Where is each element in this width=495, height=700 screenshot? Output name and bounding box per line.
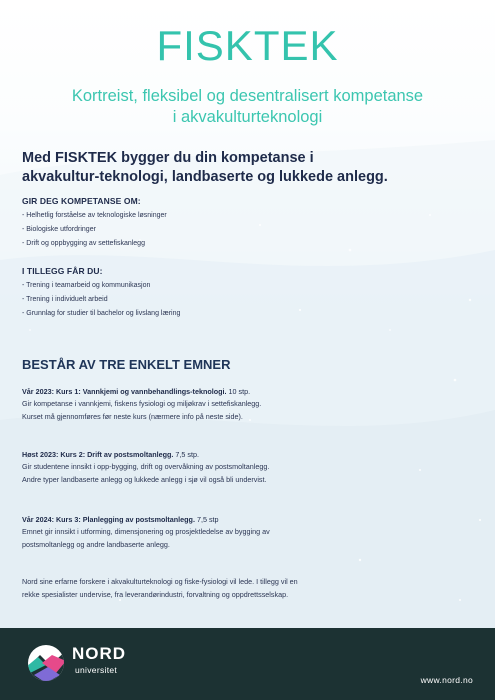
list-item: - Helhetlig forståelse av teknologiske løsninger [22,209,167,223]
extra-list [22,279,180,321]
list-item: - Trening i teamarbeid og kommunikasjon [22,279,180,293]
list-item: - Drift og oppbygging av settefiskanlegg [22,237,167,251]
outro-line-1: Nord sine erfarne forskere i akvakulturteknologi og fiske-fysiologi vil lede. I tillegg vil en [22,577,298,586]
course-title: Høst 2023: Kurs 2: Drift av postsmoltanlegg. 7,5 stp. [22,450,199,459]
nord-logo-icon [26,643,66,683]
extra-heading: I TILLEGG FÅR DU: [22,266,103,276]
subtitle-line-2: i akvakulturteknologi [172,108,323,126]
outro-line-2: rekke spesialister undervise, fra leverandørindustri, forvaltning og oppdrettsselskap. [22,589,289,599]
brand-subtitle: universitet [75,665,118,675]
brand-name: NORD [72,644,127,663]
poster-title: FISKTEK [156,22,339,69]
course-2 [22,448,477,486]
courses-heading: BESTÅR AV TRE ENKELT EMNER [22,357,231,372]
competence-list [22,209,167,251]
course-desc-2: postsmoltanlegg og andre landbaserte anlegg. [22,539,170,549]
lead-paragraph [22,149,477,187]
list-item: - Biologiske utfordringer [22,223,167,237]
course-title: Vår 2024: Kurs 3: Planlegging av postsmoltanlegg. 7,5 stp [22,515,219,524]
course-desc-2: Andre typer landbaserte anlegg og lukkede anlegg i sjø vil også bli undervist. [22,474,267,484]
poster-subtitle [20,86,475,128]
footer [0,628,495,700]
course-desc-1: Emnet gir innsikt i utforming, dimensjonering og prosjektledelse av bygging av [22,527,270,536]
course-desc-2: Kurset må gjennomføres før neste kurs (nærmere info på neste side). [22,411,243,421]
course-desc-1: Gir kompetanse i vannkjemi, fiskens fysiologi og miljøkrav i settefiskanlegg. [22,399,262,408]
course-desc-1: Gir studentene innsikt i opp-bygging, drift og overvåkning av postsmoltanlegg. [22,462,270,471]
lead-line-2: akvakultur-teknologi, landbaserte og lukkede anlegg. [22,169,388,185]
list-item: - Grunnlag for studier til bachelor og livslang læring [22,307,180,321]
subtitle-line-1: Kortreist, fleksibel og desentralisert kompetanse [71,87,424,105]
outro-paragraph [22,576,477,601]
lead-line-1: Med FISKTEK bygger du din kompetanse i [22,150,314,166]
course-title: Vår 2023: Kurs 1: Vannkjemi og vannbehandlings-teknologi. 10 stp. [22,387,251,396]
competence-heading: GIR DEG KOMPETANSE OM: [22,196,141,206]
course-1 [22,385,477,423]
course-3 [22,513,477,551]
list-item: - Trening i individuelt arbeid [22,293,180,307]
website-link[interactable]: www.nord.no [420,675,473,685]
